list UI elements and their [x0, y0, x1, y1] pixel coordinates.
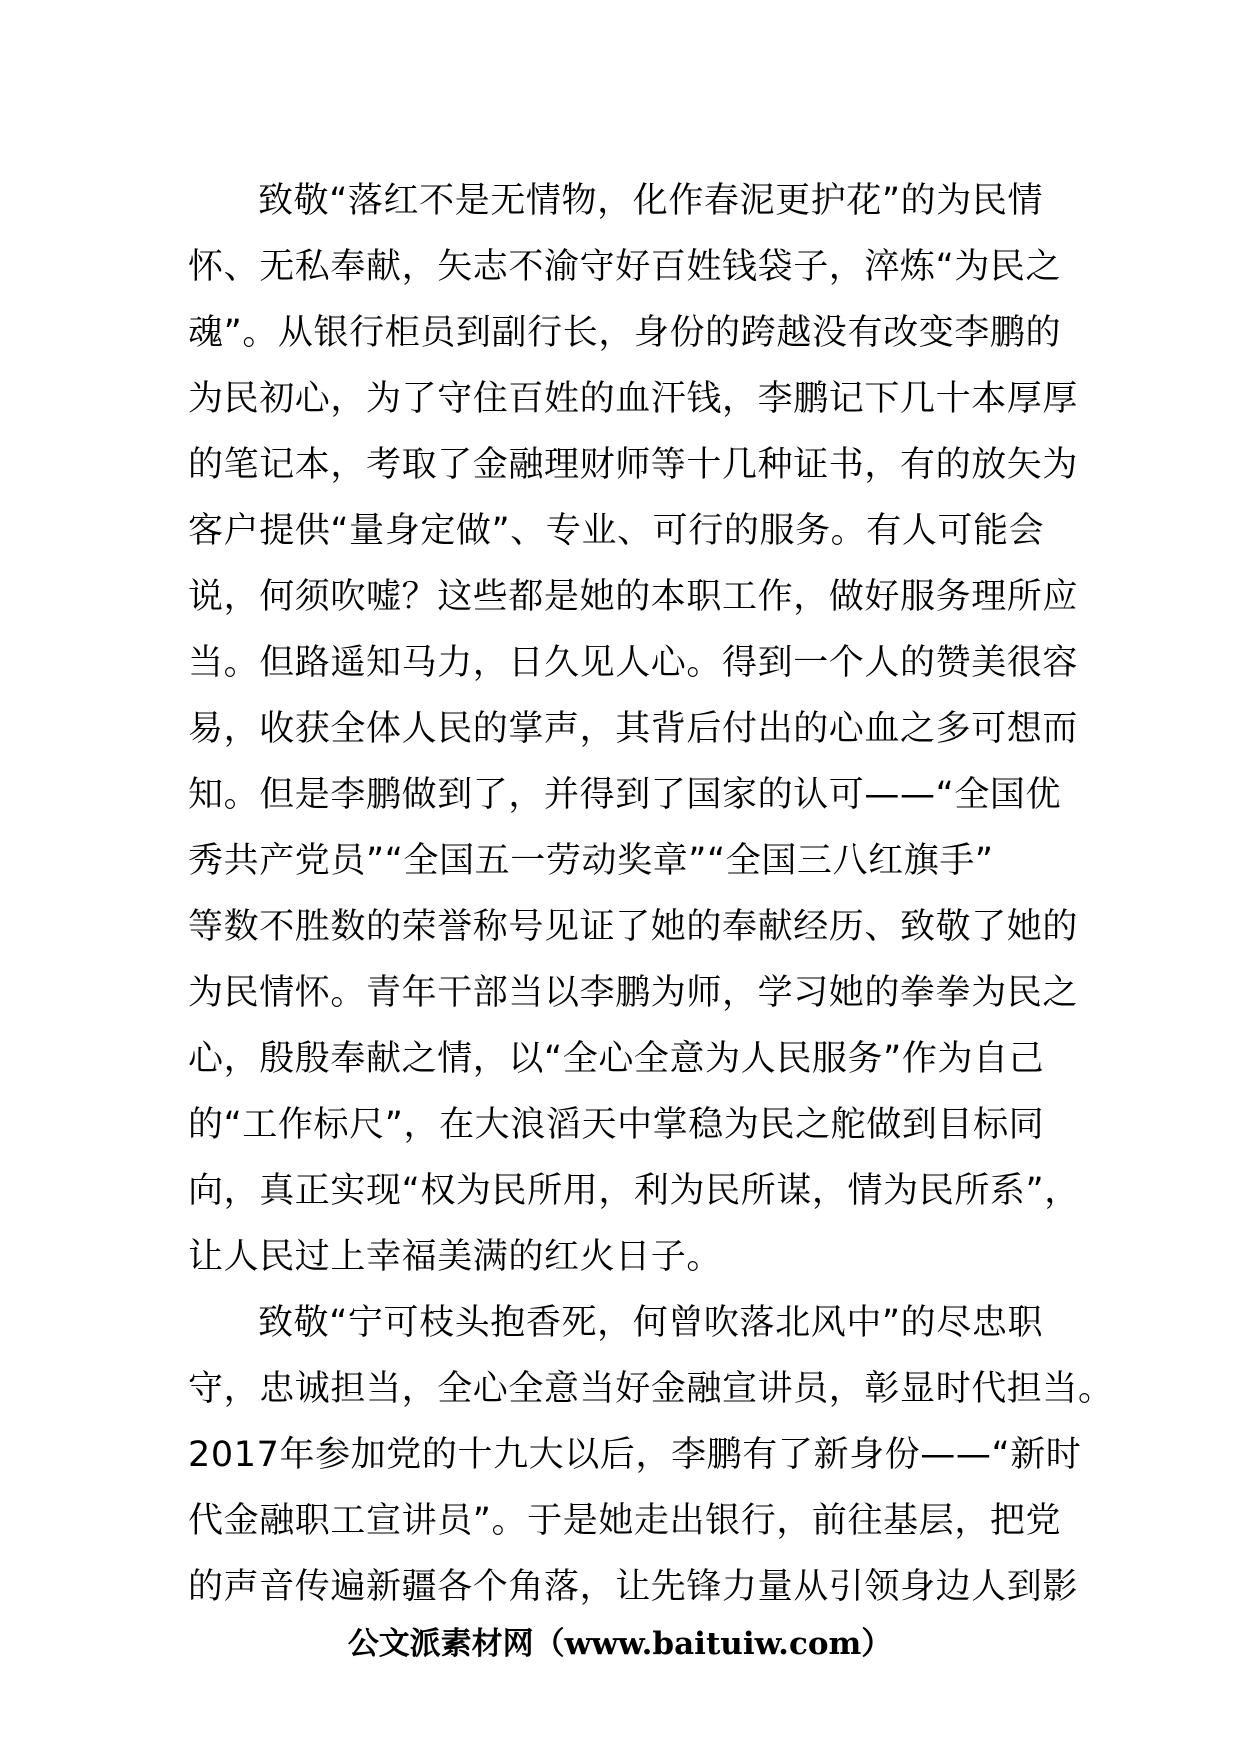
paragraph-1-line-15: 的“工作标尺”，在大浪滔天中掌稳为民之舵做到目标同 [188, 1105, 1045, 1145]
paragraph-2-line-3: 2017年参加党的十九大以后，李鹏有了新身份——“新时 [188, 1435, 1082, 1475]
paragraph-1-line-1: 致敬“落红不是无情物，化作春泥更护花”的为民情 [258, 181, 1044, 221]
paragraph-2-line-1: 致敬“宁可枝头抱香死，何曾吹落北风中”的尽忠职 [258, 1303, 1044, 1343]
document-body [188, 168, 1114, 1620]
paragraph-2-line-2: 守，忠诚担当，全心全意当好金融宣讲员，彰显时代担当。 [188, 1369, 1114, 1409]
paragraph-1-line-4: 为民初心，为了守住百姓的血汗钱，李鹏记下几十本厚厚 [188, 379, 1079, 419]
paragraph-1-line-2: 怀、无私奉献，矢志不渝守好百姓钱袋子，淬炼“为民之 [188, 247, 1062, 287]
paragraph-1-line-5: 的笔记本，考取了金融理财师等十几种证书，有的放矢为 [188, 445, 1079, 485]
paragraph-1-line-7: 说，何须吹嘘？这些都是她的本职工作，做好服务理所应 [188, 577, 1079, 617]
paragraph-1-line-16: 向，真正实现“权为民所用，利为民所谋，情为民所系”， [188, 1171, 1080, 1211]
paragraph-1-line-14: 心，殷殷奉献之情，以“全心全意为人民服务”作为自己 [188, 1039, 1045, 1079]
paragraph-1-line-13: 为民情怀。青年干部当以李鹏为师，学习她的拳拳为民之 [188, 973, 1079, 1013]
paragraph-1-line-6: 客户提供“量身定做”、专业、可行的服务。有人可能会 [188, 511, 1045, 551]
paragraph-1-line-8: 当。但路遥知马力，日久见人心。得到一个人的赞美很容 [188, 643, 1079, 683]
paragraph-1-line-3: 魂”。从银行柜员到副行长，身份的跨越没有改变李鹏的 [188, 313, 1062, 353]
paragraph-1-line-17: 让人民过上幸福美满的红火日子。 [188, 1237, 723, 1277]
paragraph-2-line-5: 的声音传遍新疆各个角落，让先锋力量从引领身边人到影 [188, 1567, 1079, 1607]
paragraph-1-line-11: 秀共产党员”“全国五一劳动奖章”“全国三八红旗手” [188, 841, 994, 881]
paragraph-1-line-9: 易，收获全体人民的掌声，其背后付出的心血之多可想而 [188, 709, 1079, 749]
paragraph-1-line-12: 等数不胜数的荣誉称号见证了她的奉献经历、致敬了她的 [188, 907, 1079, 947]
footer-watermark: 公文派素材网（www.baituiw.com） [347, 1626, 893, 1662]
paragraph-1-line-10: 知。但是李鹏做到了，并得到了国家的认可——“全国优 [188, 775, 1062, 815]
paragraph-2-line-4: 代金融职工宣讲员”。于是她走出银行，前往基层，把党 [188, 1501, 1062, 1541]
